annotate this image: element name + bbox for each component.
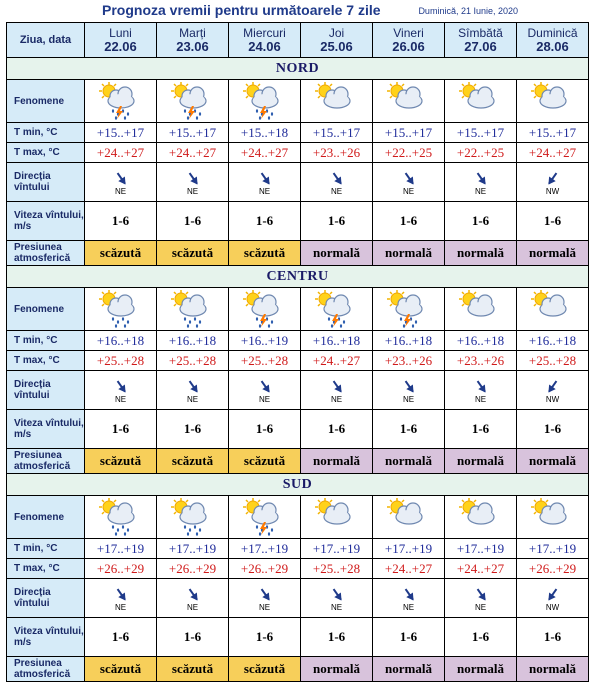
wind-arrow-icon	[517, 585, 588, 603]
wind-arrow-icon	[373, 169, 444, 187]
wind-speed-value: 1-6	[517, 618, 589, 657]
pressure-value: scăzută	[85, 657, 157, 682]
phenomena-cell	[373, 80, 445, 123]
wind-direction-cell	[301, 579, 373, 618]
row-label-phenomena: Fenomene	[7, 80, 85, 123]
sun-cloud-icon	[445, 81, 516, 121]
pressure-value: scăzută	[157, 241, 229, 266]
storm-cloud-rain-icon	[301, 289, 372, 329]
row-label-direction: Direcția vîntului	[7, 579, 85, 618]
wind-speed-value: 1-6	[85, 202, 157, 241]
tmax-value: +25..+28	[157, 351, 229, 371]
tmax-value: +22..+25	[445, 143, 517, 163]
days-header-row	[7, 23, 589, 58]
row-label-tmax: T max, °C	[7, 351, 85, 371]
tmin-value: +15..+17	[373, 123, 445, 143]
tmax-value: +24..+27	[517, 143, 589, 163]
wind-speed-value: 1-6	[157, 618, 229, 657]
sun-cloud-icon	[445, 289, 516, 329]
wind-direction-cell	[373, 163, 445, 202]
page-title: Prognoza vremii pentru următoarele 7 zile	[102, 2, 381, 18]
day-header	[301, 23, 373, 58]
wind-direction-cell	[157, 579, 229, 618]
pressure-value: normală	[373, 241, 445, 266]
phenomena-cell	[301, 496, 373, 539]
storm-cloud-rain-icon	[85, 81, 156, 121]
wind-direction-cell	[301, 163, 373, 202]
wind-direction-label: NE	[402, 394, 415, 404]
tmax-value: +25..+28	[229, 351, 301, 371]
pressure-value: normală	[301, 449, 373, 474]
wind-direction-label: NE	[330, 394, 343, 404]
row-label-speed: Viteza vîntului, m/s	[7, 202, 85, 241]
pressure-value: scăzută	[229, 449, 301, 474]
row-speed	[7, 410, 589, 449]
tmin-value: +15..+18	[229, 123, 301, 143]
row-label-phenomena: Fenomene	[7, 288, 85, 331]
wind-direction-label: NE	[330, 602, 343, 612]
wind-arrow-icon	[445, 169, 516, 187]
tmax-value: +22..+25	[373, 143, 445, 163]
row-label-direction: Direcția vîntului	[7, 371, 85, 410]
phenomena-cell	[517, 288, 589, 331]
row-tmin	[7, 539, 589, 559]
wind-direction-cell	[229, 163, 301, 202]
wind-speed-value: 1-6	[373, 202, 445, 241]
row-pressure	[7, 449, 589, 474]
tmin-value: +17..+19	[373, 539, 445, 559]
row-speed	[7, 618, 589, 657]
wind-speed-value: 1-6	[301, 410, 373, 449]
header	[0, 0, 600, 22]
pressure-value: scăzută	[229, 657, 301, 682]
row-tmin	[7, 123, 589, 143]
phenomena-cell	[517, 496, 589, 539]
wind-arrow-icon	[301, 169, 372, 187]
row-tmax	[7, 351, 589, 371]
day-header	[373, 23, 445, 58]
wind-direction-label: NE	[474, 186, 487, 196]
tmin-value: +15..+17	[85, 123, 157, 143]
tmax-value: +24..+27	[373, 559, 445, 579]
wind-direction-label: NE	[474, 602, 487, 612]
row-tmin	[7, 331, 589, 351]
row-phenomena	[7, 288, 589, 331]
wind-speed-value: 1-6	[373, 618, 445, 657]
wind-arrow-icon	[229, 585, 300, 603]
wind-direction-cell	[85, 371, 157, 410]
region-title: CENTRU	[7, 266, 589, 288]
wind-direction-label: NE	[114, 394, 127, 404]
pressure-value: normală	[517, 657, 589, 682]
wind-speed-value: 1-6	[517, 410, 589, 449]
phenomena-cell	[229, 80, 301, 123]
wind-arrow-icon	[85, 169, 156, 187]
wind-arrow-icon	[85, 585, 156, 603]
row-label-tmin: T min, °C	[7, 123, 85, 143]
row-label-speed: Viteza vîntului, m/s	[7, 410, 85, 449]
wind-arrow-icon	[517, 169, 588, 187]
wind-arrow-icon	[373, 377, 444, 395]
pressure-value: normală	[373, 657, 445, 682]
phenomena-cell	[157, 80, 229, 123]
tmin-value: +16..+18	[157, 331, 229, 351]
tmax-value: +26..+29	[229, 559, 301, 579]
wind-direction-label: NE	[186, 394, 199, 404]
phenomena-cell	[301, 288, 373, 331]
tmax-value: +24..+27	[157, 143, 229, 163]
wind-speed-value: 1-6	[445, 202, 517, 241]
tmin-value: +16..+19	[229, 331, 301, 351]
row-label-direction: Direcția vîntului	[7, 163, 85, 202]
phenomena-cell	[301, 80, 373, 123]
day-header	[85, 23, 157, 58]
wind-arrow-icon	[373, 585, 444, 603]
tmin-value: +17..+19	[301, 539, 373, 559]
tmin-value: +16..+18	[301, 331, 373, 351]
wind-direction-label: NE	[402, 602, 415, 612]
row-direction	[7, 579, 589, 618]
row-label-pressure: Presiunea atmosferică	[7, 449, 85, 474]
tmax-value: +26..+29	[517, 559, 589, 579]
tmin-value: +17..+19	[157, 539, 229, 559]
day-date: 23.06	[176, 39, 209, 54]
wind-direction-cell	[85, 579, 157, 618]
phenomena-cell	[85, 80, 157, 123]
wind-speed-value: 1-6	[85, 618, 157, 657]
storm-cloud-rain-icon	[229, 497, 300, 537]
sun-cloud-icon	[445, 497, 516, 537]
tmax-value: +23..+26	[373, 351, 445, 371]
day-date: 26.06	[392, 39, 425, 54]
day-name: Sîmbătă	[458, 26, 503, 40]
wind-direction-label: NW	[545, 602, 560, 612]
row-label-tmax: T max, °C	[7, 143, 85, 163]
tmin-value: +17..+19	[229, 539, 301, 559]
wind-speed-value: 1-6	[445, 618, 517, 657]
row-pressure	[7, 657, 589, 682]
tmin-value: +15..+17	[517, 123, 589, 143]
row-pressure	[7, 241, 589, 266]
day-date: 24.06	[248, 39, 281, 54]
day-date: 25.06	[320, 39, 353, 54]
phenomena-cell	[517, 80, 589, 123]
tmin-value: +17..+19	[445, 539, 517, 559]
row-label-tmin: T min, °C	[7, 331, 85, 351]
pressure-value: normală	[445, 449, 517, 474]
tmin-value: +16..+18	[85, 331, 157, 351]
wind-arrow-icon	[445, 377, 516, 395]
wind-direction-label: NE	[114, 602, 127, 612]
pressure-value: scăzută	[157, 657, 229, 682]
region-row	[7, 474, 589, 496]
tmax-value: +24..+27	[229, 143, 301, 163]
wind-direction-label: NE	[474, 394, 487, 404]
wind-direction-cell	[517, 371, 589, 410]
wind-direction-cell	[445, 163, 517, 202]
wind-arrow-icon	[229, 169, 300, 187]
wind-direction-cell	[445, 579, 517, 618]
wind-direction-cell	[229, 371, 301, 410]
row-label-pressure: Presiunea atmosferică	[7, 657, 85, 682]
tmin-value: +16..+18	[445, 331, 517, 351]
region-row	[7, 266, 589, 288]
day-date: 28.06	[536, 39, 569, 54]
wind-direction-label: NE	[114, 186, 127, 196]
tmin-value: +17..+19	[517, 539, 589, 559]
day-header	[517, 23, 589, 58]
day-name: Marți	[179, 26, 206, 40]
wind-arrow-icon	[157, 377, 228, 395]
tmax-value: +24..+27	[445, 559, 517, 579]
wind-arrow-icon	[301, 377, 372, 395]
current-date: Duminică, 21 Iunie, 2020	[418, 6, 518, 16]
wind-direction-label: NW	[545, 186, 560, 196]
tmax-value: +24..+27	[301, 351, 373, 371]
pressure-value: scăzută	[229, 241, 301, 266]
tmin-value: +16..+18	[517, 331, 589, 351]
day-date: 27.06	[464, 39, 497, 54]
wind-arrow-icon	[301, 585, 372, 603]
wind-direction-cell	[301, 371, 373, 410]
wind-speed-value: 1-6	[229, 618, 301, 657]
row-label-pressure: Presiunea atmosferică	[7, 241, 85, 266]
cloud-rain-icon	[85, 289, 156, 329]
storm-cloud-rain-icon	[157, 81, 228, 121]
region-title: SUD	[7, 474, 589, 496]
pressure-value: normală	[517, 449, 589, 474]
wind-speed-value: 1-6	[301, 618, 373, 657]
day-date: 22.06	[104, 39, 137, 54]
wind-arrow-icon	[157, 585, 228, 603]
pressure-value: normală	[517, 241, 589, 266]
phenomena-cell	[445, 496, 517, 539]
wind-speed-value: 1-6	[445, 410, 517, 449]
tmin-value: +16..+18	[373, 331, 445, 351]
row-label-tmax: T max, °C	[7, 559, 85, 579]
sun-cloud-icon	[517, 497, 588, 537]
wind-speed-value: 1-6	[157, 410, 229, 449]
pressure-value: scăzută	[85, 449, 157, 474]
day-header	[157, 23, 229, 58]
phenomena-cell	[229, 496, 301, 539]
wind-speed-value: 1-6	[85, 410, 157, 449]
wind-direction-cell	[517, 163, 589, 202]
wind-direction-label: NE	[186, 602, 199, 612]
tmin-value: +15..+17	[301, 123, 373, 143]
wind-speed-value: 1-6	[229, 410, 301, 449]
tmax-value: +25..+28	[85, 351, 157, 371]
sun-cloud-icon	[301, 81, 372, 121]
pressure-value: normală	[373, 449, 445, 474]
wind-direction-cell	[373, 579, 445, 618]
wind-arrow-icon	[445, 585, 516, 603]
tmax-value: +25..+28	[301, 559, 373, 579]
phenomena-cell	[445, 288, 517, 331]
wind-direction-label: NE	[258, 394, 271, 404]
wind-arrow-icon	[85, 377, 156, 395]
row-direction	[7, 163, 589, 202]
phenomena-cell	[85, 496, 157, 539]
wind-arrow-icon	[229, 377, 300, 395]
forecast-table	[6, 22, 589, 682]
tmax-value: +25..+28	[517, 351, 589, 371]
day-name: Joi	[328, 26, 345, 40]
wind-direction-cell	[373, 371, 445, 410]
phenomena-cell	[373, 496, 445, 539]
wind-direction-cell	[85, 163, 157, 202]
phenomena-cell	[373, 288, 445, 331]
row-label-tmin: T min, °C	[7, 539, 85, 559]
storm-cloud-rain-icon	[229, 81, 300, 121]
tmax-value: +24..+27	[85, 143, 157, 163]
pressure-value: normală	[445, 241, 517, 266]
day-header	[445, 23, 517, 58]
day-date-header: Ziua, data	[7, 23, 85, 58]
row-phenomena	[7, 496, 589, 539]
day-name: Miercuri	[243, 26, 286, 40]
sun-cloud-icon	[301, 497, 372, 537]
row-tmax	[7, 143, 589, 163]
wind-speed-value: 1-6	[301, 202, 373, 241]
tmax-value: +26..+29	[85, 559, 157, 579]
pressure-value: scăzută	[157, 449, 229, 474]
cloud-rain-icon	[157, 289, 228, 329]
wind-direction-label: NE	[402, 186, 415, 196]
phenomena-cell	[85, 288, 157, 331]
wind-direction-label: NE	[258, 602, 271, 612]
phenomena-cell	[229, 288, 301, 331]
tmin-value: +15..+17	[157, 123, 229, 143]
row-label-phenomena: Fenomene	[7, 496, 85, 539]
wind-direction-label: NW	[545, 394, 560, 404]
row-phenomena	[7, 80, 589, 123]
tmax-value: +23..+26	[301, 143, 373, 163]
wind-direction-label: NE	[330, 186, 343, 196]
sun-cloud-icon	[373, 81, 444, 121]
wind-speed-value: 1-6	[229, 202, 301, 241]
sun-cloud-icon	[517, 81, 588, 121]
wind-speed-value: 1-6	[517, 202, 589, 241]
wind-arrow-icon	[517, 377, 588, 395]
region-row	[7, 58, 589, 80]
wind-arrow-icon	[157, 169, 228, 187]
wind-direction-label: NE	[258, 186, 271, 196]
day-name: Luni	[109, 26, 132, 40]
pressure-value: normală	[301, 657, 373, 682]
pressure-value: normală	[301, 241, 373, 266]
tmax-value: +26..+29	[157, 559, 229, 579]
wind-direction-cell	[517, 579, 589, 618]
tmin-value: +17..+19	[85, 539, 157, 559]
tmin-value: +15..+17	[445, 123, 517, 143]
day-name: Vineri	[393, 26, 424, 40]
tmax-value: +23..+26	[445, 351, 517, 371]
wind-direction-cell	[157, 371, 229, 410]
wind-direction-cell	[445, 371, 517, 410]
row-label-speed: Viteza vîntului, m/s	[7, 618, 85, 657]
row-direction	[7, 371, 589, 410]
sun-cloud-icon	[517, 289, 588, 329]
wind-direction-cell	[157, 163, 229, 202]
pressure-value: normală	[445, 657, 517, 682]
cloud-rain-icon	[85, 497, 156, 537]
day-name: Duminică	[527, 26, 578, 40]
region-title: NORD	[7, 58, 589, 80]
cloud-rain-icon	[157, 497, 228, 537]
phenomena-cell	[445, 80, 517, 123]
row-speed	[7, 202, 589, 241]
storm-cloud-rain-icon	[229, 289, 300, 329]
day-header	[229, 23, 301, 58]
sun-cloud-icon	[373, 497, 444, 537]
wind-speed-value: 1-6	[157, 202, 229, 241]
row-tmax	[7, 559, 589, 579]
phenomena-cell	[157, 496, 229, 539]
wind-direction-cell	[229, 579, 301, 618]
wind-speed-value: 1-6	[373, 410, 445, 449]
pressure-value: scăzută	[85, 241, 157, 266]
wind-direction-label: NE	[186, 186, 199, 196]
storm-cloud-rain-icon	[373, 289, 444, 329]
phenomena-cell	[157, 288, 229, 331]
